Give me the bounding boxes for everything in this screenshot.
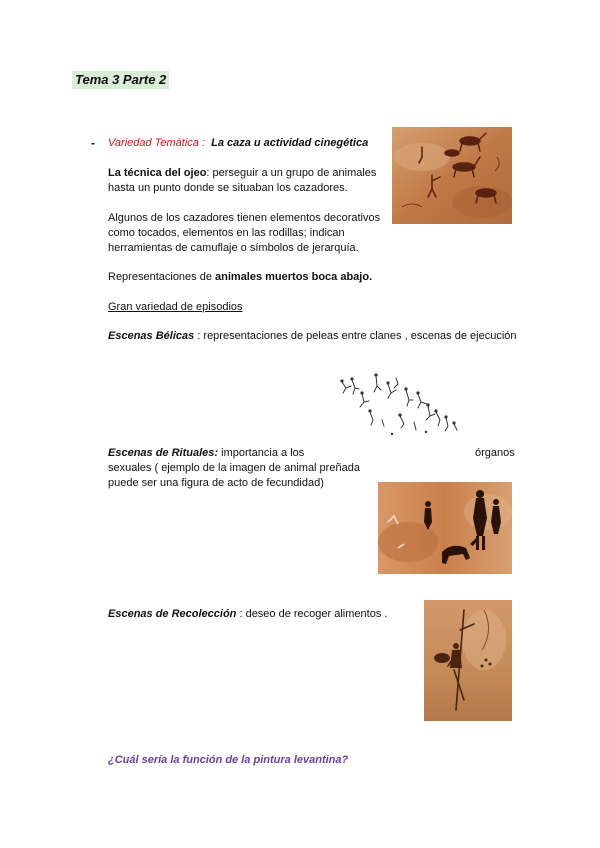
- gathering-scenes-text: [108, 607, 387, 622]
- page-title: Tema 3 Parte 2: [72, 71, 169, 89]
- hunters-line1: Algunos de los cazadores tienen elementos decorativos: [108, 212, 381, 224]
- bullet-dash: -: [91, 136, 95, 150]
- war-scenes-text: [108, 329, 517, 344]
- dead-animals-text: [108, 270, 372, 285]
- hunters-line2: como tocados, elementos en las rodillas; indican: [108, 227, 345, 239]
- hunting-technique-text: : perseguir a un grupo de animales: [206, 167, 377, 179]
- section-heading: [108, 136, 368, 151]
- gathering-scene-image: [424, 600, 512, 721]
- ritual-scenes-term: Escenas de Rituales:: [108, 447, 219, 459]
- ritual-scene-image: [378, 482, 512, 574]
- gathering-scenes-term: Escenas de Recolección: [108, 608, 237, 620]
- hunting-technique-line2: hasta un punto donde se situaban los cazadores.: [108, 182, 348, 194]
- section-heading-subtitle: La caza u actividad cinegética: [211, 137, 369, 149]
- war-scene-image: [336, 372, 464, 442]
- ritual-scenes-line3: puede ser una figura de acto de fecundidad): [108, 477, 324, 489]
- hunters-line3: herramientas de camuflaje o símbolos de jerarquía.: [108, 242, 359, 254]
- ritual-scenes-text-a: importancia a los: [218, 447, 305, 459]
- section-heading-label: Variedad Temática :: [108, 137, 206, 149]
- ritual-scenes-text-b: órganos: [475, 447, 515, 459]
- hunting-technique-term: La técnica del ojeo: [108, 167, 207, 179]
- dead-animals-bold: animales muertos boca abajo.: [215, 271, 373, 283]
- episodes-heading: Gran variedad de episodios: [108, 301, 243, 313]
- war-scenes-term: Escenas Bélicas: [108, 330, 195, 342]
- closing-question: ¿Cuál sería la función de la pintura levantina?: [108, 754, 349, 766]
- dead-animals-prefix: Representaciones de: [108, 271, 216, 283]
- ritual-scenes-line1: [108, 446, 304, 461]
- hunting-scene-image: [392, 127, 512, 224]
- gathering-scenes-description: : deseo de recoger alimentos .: [236, 608, 388, 620]
- hunting-technique-line1: [108, 166, 376, 181]
- ritual-scenes-line2: sexuales ( ejemplo de la imagen de animal preñada: [108, 462, 360, 474]
- war-scenes-description: : representaciones de peleas entre clanes , escenas de ejecución: [194, 330, 517, 342]
